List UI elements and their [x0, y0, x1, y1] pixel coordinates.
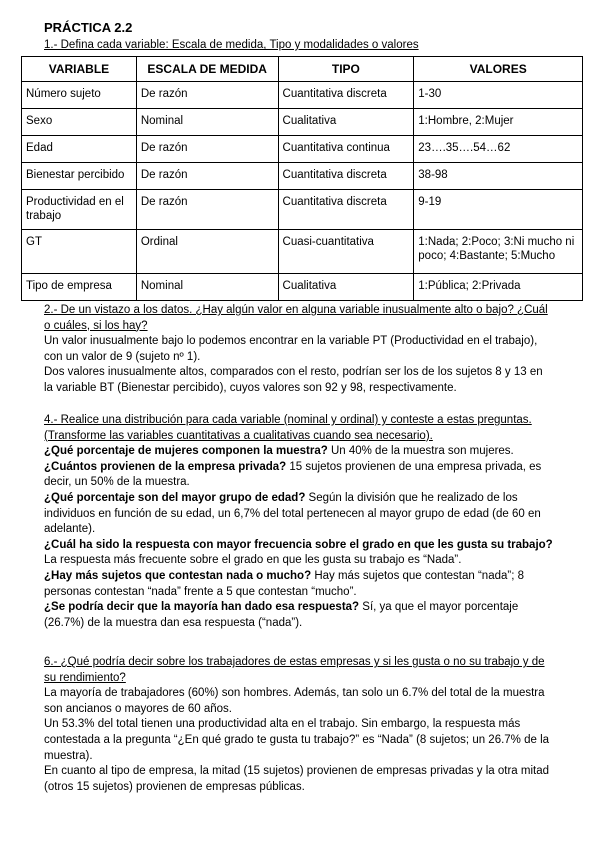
- table-row: [22, 163, 583, 190]
- table-cell: Cuasi-cuantitativa: [278, 230, 414, 274]
- header-tipo: TIPO: [278, 57, 414, 82]
- section2-answer-1: Un valor inusualmente bajo lo podemos encontrar en la variable PT (Productividad en el trabajo), con un valor de 9 (sujeto nº 1).: [44, 335, 538, 363]
- table-cell: 23….35….54…62: [414, 136, 583, 163]
- section4: [44, 413, 554, 631]
- table-cell: 1-30: [414, 82, 583, 109]
- section4-item: [44, 491, 554, 538]
- section6-answer-3: En cuanto al tipo de empresa, la mitad (15 sujetos) provienen de empresas privadas y la otra mitad (otros 15 sujetos) provienen de empresas públicas.: [44, 765, 549, 793]
- item-question: ¿Hay más sujetos que contestan nada o mucho?: [44, 569, 312, 582]
- table-cell: Cuantitativa discreta: [278, 190, 414, 230]
- section6-answer-2: Un 53.3% del total tienen una productividad alta en el trabajo. Sin embargo, la respuesta más contestada a la pregunta “¿En qué grado te gusta tu trabajo?” es “Nada” (8 sujetos; un 26.7% de la muestra).: [44, 718, 550, 762]
- table-cell: 1:Hombre, 2:Mujer: [414, 109, 583, 136]
- table-cell: Edad: [22, 136, 137, 163]
- section6-question: 6.- ¿Qué podría decir sobre los trabajadores de estas empresas y si les gusta o no su trabajo y de su rendimiento?: [44, 656, 545, 684]
- section6-answer-1: La mayoría de trabajadores (60%) son hombres. Además, tan solo un 6.7% del total de la muestra son ancianos o mayores de 60 años.: [44, 687, 545, 715]
- table-cell: De razón: [136, 82, 278, 109]
- header-valores: VALORES: [414, 57, 583, 82]
- table-cell: 38-98: [414, 163, 583, 190]
- item-question: ¿Cuál ha sido la respuesta con mayor frecuencia sobre el grado en que les gusta su trabajo?: [44, 538, 553, 551]
- item-answer: Un 40% de la muestra son mujeres.: [327, 445, 514, 458]
- table-row: [22, 136, 583, 163]
- item-question: ¿Qué porcentaje de mujeres componen la muestra?: [44, 445, 328, 458]
- table-cell: Tipo de empresa: [22, 274, 137, 301]
- table-cell: 1:Nada; 2:Poco; 3:Ni mucho ni poco; 4:Bastante; 5:Mucho: [414, 230, 583, 274]
- table-cell: Bienestar percibido: [22, 163, 137, 190]
- section4-item: [44, 569, 554, 600]
- section2: [44, 303, 554, 397]
- table-cell: Nominal: [136, 274, 278, 301]
- table-header-row: [22, 57, 583, 82]
- table-cell: Nominal: [136, 109, 278, 136]
- item-answer: Según la división que he realizado de los individuos en función de su edad, un 6,7% del total pertenecen al mayor grupo de edad (de 60 en adelante).: [44, 491, 541, 536]
- table-cell: Cuantitativa discreta: [278, 163, 414, 190]
- item-question: ¿Se podría decir que la mayoría han dado esa respuesta?: [44, 601, 360, 614]
- table-cell: Productividad en el trabajo: [22, 190, 137, 230]
- section4-item: [44, 600, 554, 631]
- table-cell: Cuantitativa discreta: [278, 82, 414, 109]
- table-cell: De razón: [136, 136, 278, 163]
- header-variable: VARIABLE: [22, 57, 137, 82]
- section2-question: 2.- De un vistazo a los datos. ¿Hay algún valor en alguna variable inusualmente alto o bajo? ¿Cuál o cuáles, si los hay?: [44, 304, 548, 332]
- table-cell: Sexo: [22, 109, 137, 136]
- item-answer: Hay más sujetos que contestan “nada”; 8 personas contestan “nada” frente a 5 que contestan “mucho”.: [44, 569, 524, 598]
- section2-answer-2: Dos valores inusualmente altos, comparados con el resto, podrían ser los de los sujetos 8 y 13 en la variable BT (Bienestar percibido), cuyos valores son 92 y 98, respectivamente.: [44, 366, 543, 394]
- table-cell: Ordinal: [136, 230, 278, 274]
- table-cell: Cualitativa: [278, 274, 414, 301]
- page-title: PRÁCTICA 2.2: [44, 20, 133, 35]
- table-cell: 9-19: [414, 190, 583, 230]
- section1-question: 1.- Defina cada variable: Escala de medida, Tipo y modalidades o valores: [44, 39, 419, 51]
- header-escala: ESCALA DE MEDIDA: [136, 57, 278, 82]
- table-cell: Cualitativa: [278, 109, 414, 136]
- item-answer: Sí, ya que el mayor porcentaje (26.7%) de la muestra dan esa respuesta (“nada”).: [44, 601, 519, 629]
- item-question: ¿Cuántos provienen de la empresa privada?: [44, 460, 287, 473]
- table-row: [22, 230, 583, 274]
- table-row: [22, 109, 583, 136]
- variables-table: [21, 56, 583, 301]
- table-row: [22, 190, 583, 230]
- table-row: [22, 274, 583, 301]
- item-answer: La respuesta más frecuente sobre el grado en que les gusta su trabajo es “Nada”.: [44, 554, 462, 567]
- table-cell: Número sujeto: [22, 82, 137, 109]
- section4-item: [44, 538, 554, 569]
- section4-question: 4.- Realice una distribución para cada variable (nominal y ordinal) y conteste a estas preguntas. (Transforme las variables cuantitativas a cualitativas cuando sea necesario).: [44, 414, 532, 442]
- table-cell: De razón: [136, 190, 278, 230]
- section6: [44, 655, 554, 795]
- section4-item: [44, 444, 554, 460]
- item-answer: 15 sujetos provienen de una empresa privada, es decir, un 50% de la muestra.: [44, 460, 542, 489]
- table-row: [22, 82, 583, 109]
- table-cell: Cuantitativa continua: [278, 136, 414, 163]
- table-cell: GT: [22, 230, 137, 274]
- section4-item: [44, 460, 554, 491]
- table-cell: 1:Pública; 2:Privada: [414, 274, 583, 301]
- table-cell: De razón: [136, 163, 278, 190]
- item-question: ¿Qué porcentaje son del mayor grupo de edad?: [44, 491, 306, 504]
